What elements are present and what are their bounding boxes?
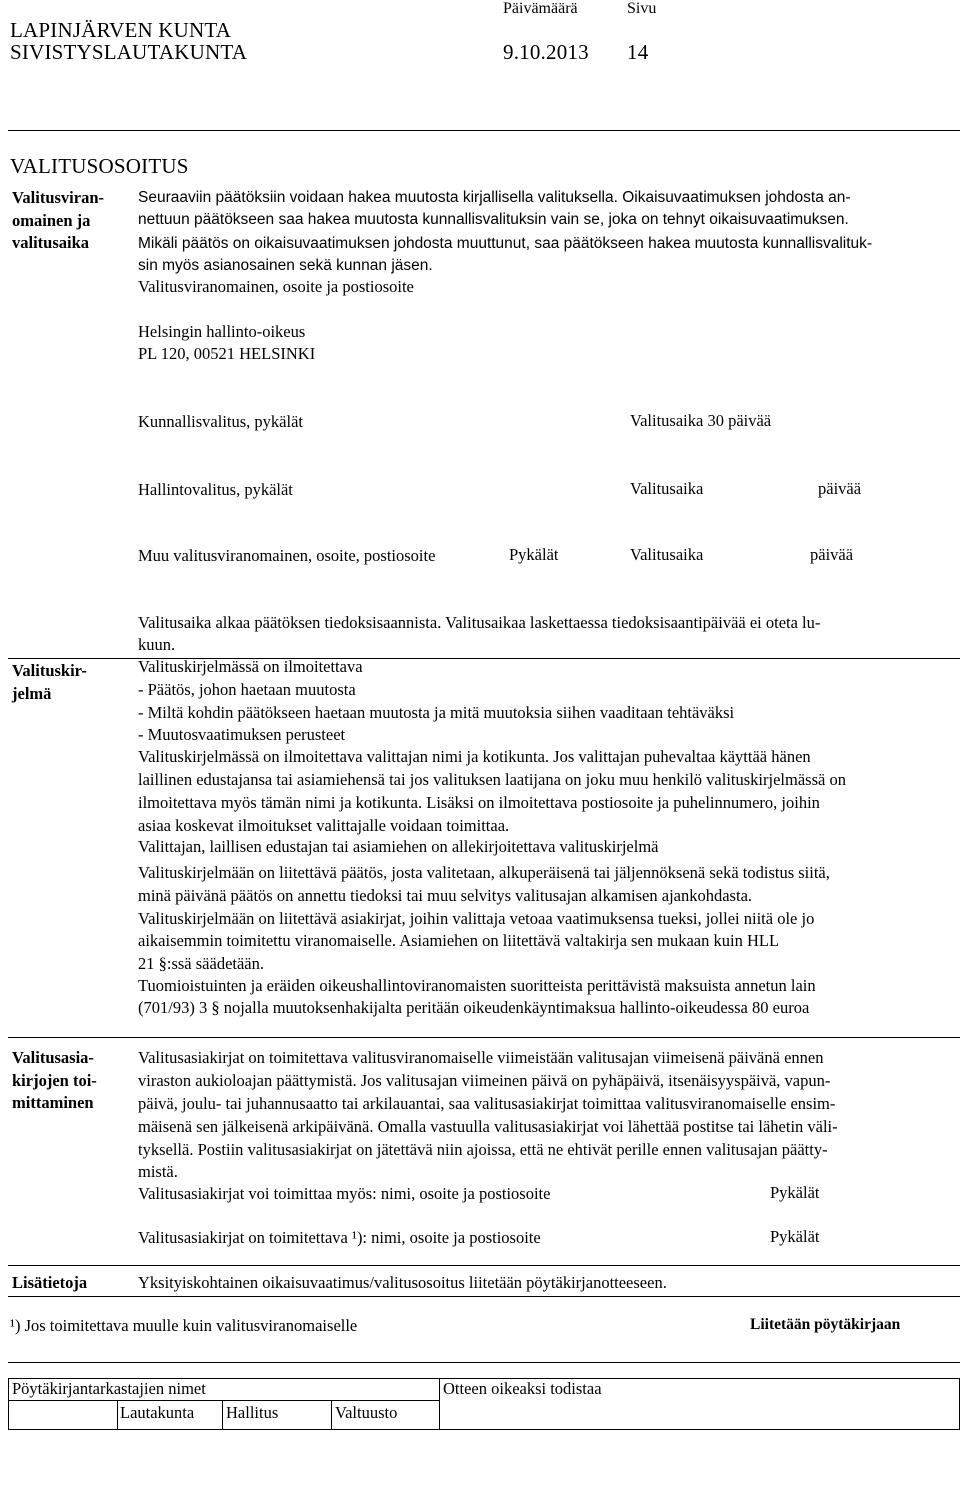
row-admin-appeal-period: Valitusaika	[630, 479, 704, 498]
appeal-letter-line-2: - Päätös, johon haetaan muutosta	[138, 680, 356, 699]
appeal-letter-line-3: - Miltä kohdin päätökseen haetaan muutosta ja mitä muutoksia siihen vaaditaan tehtäväksi	[138, 703, 735, 722]
court-address: PL 120, 00521 HELSINKI	[138, 344, 316, 363]
row-other-authority-label: Muu valitusviranomainen, osoite, postiosoite	[138, 546, 436, 565]
row-municipal-appeal-period: Valitusaika 30 päivää	[630, 411, 772, 430]
page-label: Sivu	[627, 0, 657, 17]
body-government-label: Hallitus	[226, 1403, 279, 1422]
divider-extra	[8, 1265, 960, 1266]
delivery-row-1-text: Valitusasiakirjat voi toimittaa myös: nimi, osoite ja postiosoite	[138, 1184, 551, 1203]
authority-line-1: Seuraaviin päätöksiin voidaan hakea muutosta kirjallisella valituksella. Oikaisuvaatimuksen johdosta an-	[138, 189, 851, 206]
row-other-authority-sections: Pykälät	[509, 545, 559, 564]
reviewers-label: Pöytäkirjantarkastajien nimet	[12, 1379, 206, 1398]
body-board-label: Lautakunta	[120, 1403, 195, 1422]
divider-top	[8, 130, 960, 131]
section-label-authority: Valitusviran- omainen ja valitusaika	[12, 188, 104, 252]
court-name: Helsingin hallinto-oikeus	[138, 322, 306, 341]
address-heading: Valitusviranomainen, osoite ja postiosoite	[138, 277, 414, 296]
divider-delivery	[8, 1037, 960, 1038]
delivery-line-4: mäisenä sen jälkeisenä arkipäivänä. Omalla vastuulla valitusasiakirjat voi lähettää postitse tai lähetin väli-	[138, 1117, 838, 1136]
delivery-row-1-sections: Pykälät	[770, 1183, 820, 1202]
section-label-delivery: Valitusasia- kirjojen toi- mittaminen	[12, 1048, 97, 1112]
appeal-letter-line-14: 21 §:ssä säädetään.	[138, 954, 264, 973]
appeal-letter-line-8: asiaa koskevat ilmoitukset valittajalle voidaan toimittaa.	[138, 816, 510, 835]
row-admin-appeal-label: Hallintovalitus, pykälät	[138, 480, 293, 499]
body-council-label: Valtuusto	[335, 1403, 398, 1422]
period-start-line-2: kuun.	[138, 635, 176, 654]
appeal-letter-line-1: Valituskirjelmässä on ilmoitettava	[138, 657, 363, 676]
section-label-extra: Lisätietoja	[12, 1273, 88, 1292]
appeal-letter-line-12: Valituskirjelmään on liitettävä asiakirjat, joihin valittaja vetoaa vaatimuksensa tueksi, jollei niitä ole jo	[138, 909, 815, 928]
divider-footnote	[8, 1296, 960, 1297]
delivery-line-6: mistä.	[138, 1162, 178, 1181]
delivery-line-3: päivä, joulu- tai juhannusaatto tai arkilauantai, saa valitusasiakirjat toimittaa valitusviranomaiselle ensim-	[138, 1094, 836, 1113]
row-other-authority-period: Valitusaika	[630, 545, 704, 564]
organization-name: LAPINJÄRVEN KUNTA	[10, 18, 232, 42]
page-number: 14	[627, 40, 649, 64]
footnote-text: ¹) Jos toimitettava muulle kuin valitusviranomaiselle	[10, 1316, 358, 1335]
page-title: VALITUSOSOITUS	[10, 154, 189, 178]
certified-label: Otteen oikeaksi todistaa	[443, 1379, 602, 1398]
reviewers-cell-empty	[8, 1400, 118, 1430]
appeal-letter-line-16: (701/93) 3 § nojalla muutoksenhakijalta peritään oikeudenkäyntimaksua hallinto-oikeudessa 80 euroa	[138, 998, 810, 1017]
appeal-letter-line-10: Valituskirjelmään on liitettävä päätös, josta valitetaan, alkuperäisenä tai jäljennöksenä sekä todistus siitä,	[138, 863, 830, 882]
extra-info-text: Yksityiskohtainen oikaisuvaatimus/valitusosoitus liitetään pöytäkirjanotteeseen.	[138, 1273, 667, 1292]
period-start-line-1: Valitusaika alkaa päätöksen tiedoksisaannista. Valitusaikaa laskettaessa tiedoksisaantipäivää ei oteta lu-	[138, 613, 821, 632]
authority-line-2: nettuun päätökseen saa hakea muutosta kunnallisvalituksin vain se, joka on tehnyt oikaisuvaatimuksen.	[138, 211, 849, 228]
row-municipal-appeal-label: Kunnallisvalitus, pykälät	[138, 412, 303, 431]
row-admin-appeal-unit: päivää	[818, 479, 862, 498]
appeal-letter-line-11: minä päivänä päätös on annettu tiedoksi tai muu selvitys valitusajan alkamisen ajankohdasta.	[138, 886, 753, 905]
delivery-line-1: Valitusasiakirjat on toimitettava valitusviranomaiselle viimeistään valitusajan viimeisenä päivänä ennen	[138, 1048, 824, 1067]
appeal-letter-line-7: ilmoitettava myös tämän nimi ja kotikunta. Lisäksi on ilmoitettava postiosoite ja puhelinnumero, joihin	[138, 793, 820, 812]
delivery-line-2: viraston aukioloajan päättymistä. Jos valitusajan viimeinen päivä on pyhäpäivä, itsenäisyyspäivä, vapun-	[138, 1071, 831, 1090]
delivery-line-5: tyksellä. Postiin valitusasiakirjat on jätettävä niin ajoissa, että ne ehtivät perille ennen valitusajan päätty-	[138, 1140, 828, 1159]
delivery-row-2-sections: Pykälät	[770, 1227, 820, 1246]
appeal-letter-line-5: Valituskirjelmässä on ilmoitettava valittajan nimi ja kotikunta. Jos valittajan puhevaltaa käyttää hänen	[138, 747, 811, 766]
appeal-letter-line-9: Valittajan, laillisen edustajan tai asiamiehen on allekirjoitettava valituskirjelmä	[138, 837, 659, 856]
department-name: SIVISTYSLAUTAKUNTA	[10, 40, 248, 64]
footnote-right: Liitetään pöytäkirjaan	[750, 1316, 901, 1333]
appeal-letter-line-4: - Muutosvaatimuksen perusteet	[138, 725, 346, 744]
appeal-letter-line-13: aikaisemmin toimitettu viranomaiselle. Asiamiehen on liitettävä valtakirja sen mukaan kuin HLL	[138, 931, 780, 950]
authority-line-3: Mikäli päätös on oikaisuvaatimuksen johdosta muuttunut, saa päätökseen hakea muutosta kunnallisvalituk-	[138, 235, 873, 252]
divider-bottom	[8, 1362, 960, 1363]
delivery-row-2-text: Valitusasiakirjat on toimitettava ¹): nimi, osoite ja postiosoite	[138, 1228, 541, 1247]
appeal-letter-line-6: laillinen edustajansa tai asiamiehensä tai jos valituksen laatijana on joku muu henkilö valituskirjelmässä on	[138, 770, 846, 789]
document-date: 9.10.2013	[503, 40, 589, 64]
appeal-letter-line-15: Tuomioistuinten ja eräiden oikeushallintoviranomaisten suoritteista perittävistä maksuista annetun lain	[138, 976, 816, 995]
row-other-authority-unit: päivää	[810, 545, 854, 564]
authority-line-4: sin myös asianosainen sekä kunnan jäsen.	[138, 257, 433, 274]
date-label: Päivämäärä	[503, 0, 578, 17]
section-label-appeal-letter: Valituskir- jelmä	[12, 661, 87, 703]
